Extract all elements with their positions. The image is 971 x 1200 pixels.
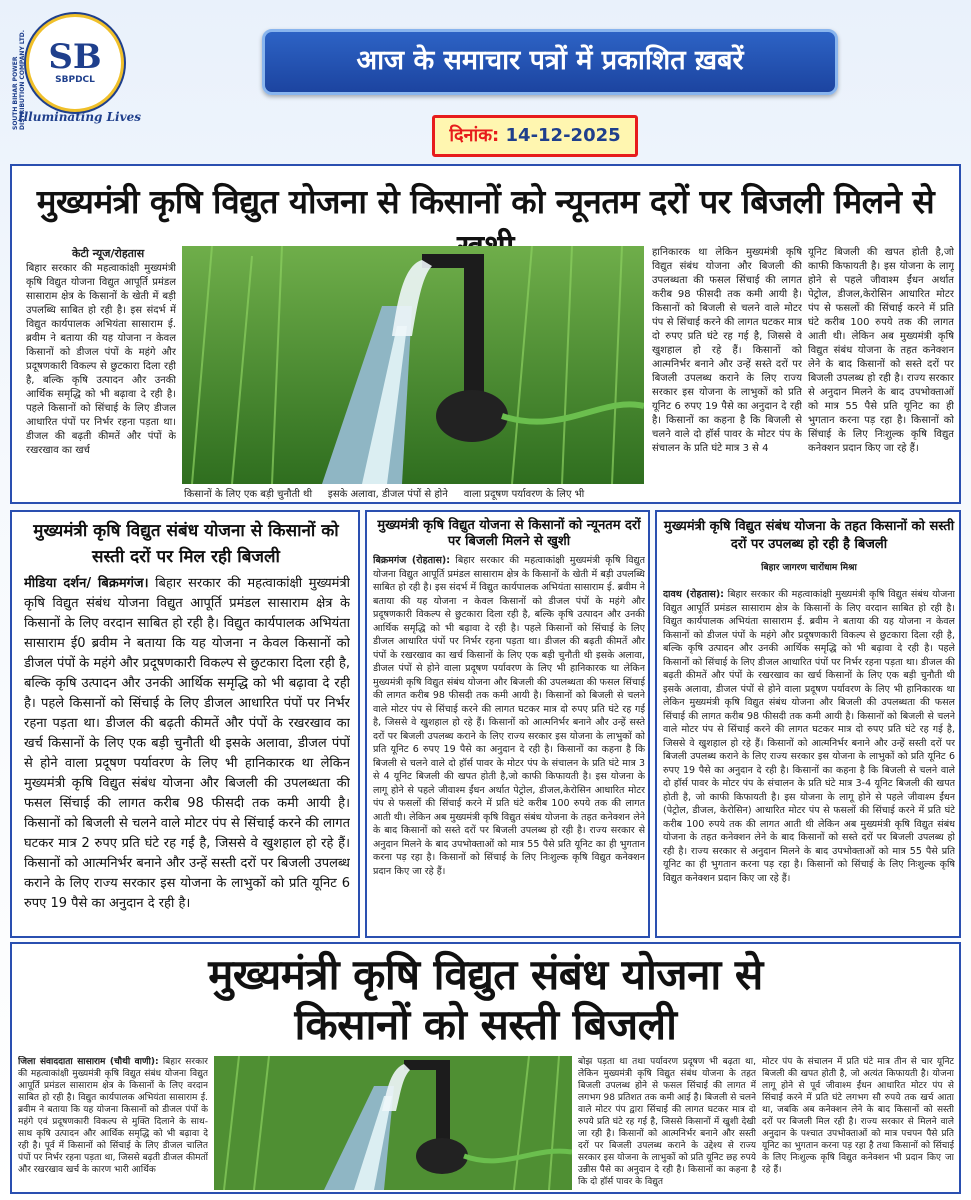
article2-body	[24, 574, 350, 934]
logo-emblem	[26, 14, 124, 112]
date-label: दिनांक:	[449, 125, 500, 146]
company-logo	[8, 6, 141, 136]
article1-byline: केटी न्यूज/रोहतास	[72, 247, 145, 260]
date-badge	[432, 115, 638, 157]
article4-text: बिहार सरकार की महत्वाकांक्षी मुख्यमंत्री कृषि विद्युत संबंध योजना विद्युत आपूर्ति प्रमंडल सासाराम क्षेत्र के किसानों के लिए वरदान साबित हो रही है। विद्युत कार्यपालक अभियंता सासाराम ई. ब्रवीम ने बताया की यह योजना न केवल किसानों को डीजल पंपों के महंगे और प्रदूषणकारी विकल्प से छुटकारा दिला रही है, बल्कि कृषि उत्पादन और उनकी आर्थिक समृद्धि को भी बढ़ावा दे रही है। पहले किसानों को सिंचाई के लिए डीजल आधारित पंपों पर निर्भर रहना पड़ता था। डीजल की बढ़ती कीमतें और पंपों के रखरखाव का खर्च किसानों के लिए एक बड़ी चुनौती थी इसके अलावा, डीजल पंपों से होने वाला प्रदूषण पर्यावरण के लिए भी हानिकारक था लेकिन मुख्यमंत्री कृषि विद्युत संबंध योजना और बिजली की उपलब्धता की फसल सिंचाई की लागत करीब 98 फीसदी तक कमी आयी है। किसानों को बिजली से चलने वाले मोटर पंप से सिंचाई करने की लागत घटकर मात्र दो रुपए प्रति घंटे रह गई है, जिससे वे खुशहाल हो रहे हैं। किसानों को आत्मनिर्भर बनाने और उन्हें सस्ती दरों पर बिजली उपलब्ध कराने के लिए राज्य सरकार इस योजना के लाभुकों को प्रति यूनिट 6 रुपए 19 पैसे का अनुदान दे रही है। किसानों का कहना है कि बिजली से चलने वाले दो हॉर्स पावर के मोटर पंप के संचालन के प्रति घंटे मात्र 3-4 यूनिट बिजली की खपत होती है, जो काफी किफायती है। इस योजना के लागू होने से पहले जीवाश्म ईंधन (पेट्रोल, डीजल, केरोसिन) आधारित मोटर पंप से फसलों की सिंचाई करने में प्रति घंटे करीब 100 रुपये तक की लागत आती थी लेकिन अब मुख्यमंत्री कृषि विद्युत संबंध योजना के तहत कनेक्शन लेने के बाद किसानों को सस्ते दरों पर बिजली उपलब्ध हो रही है। राज्य सरकार से अनुदान मिलने के बाद उपभोक्ताओं को मात्र 55 पैसे प्रति यूनिट का ही भुगतान करना पड़ रहा है। किसानों को सिंचाई के लिए निःशुल्क कृषि विद्युत कनेक्शन प्रदान किए जा रहे हैं।	[663, 589, 955, 884]
news-clipping-5	[10, 942, 961, 1194]
news-clipping-3	[365, 510, 650, 938]
article5-col1-text: बिहार सरकार की महत्वाकांक्षी मुख्यमंत्री कृषि विद्युत संबंध योजना विद्युत आपूर्ति प्रमंडल सासाराम क्षेत्र के किसानों के लिए वरदान साबित हो रही है। विद्युत कार्यपालक अभियंता सासाराम ई. ब्रवीम ने बताया कि यह योजना किसानों को डीजल पंपों के महंगे एवं प्रदूषणकारी विकल्प से मुक्ति दिलाने के साथ-साथ कृषि उत्पादन और आर्थिक समृद्धि को भी बढ़ावा दे रही है। पूर्व में किसानों को सिंचाई के लिए डीजल चालित पंपों पर निर्भर रहना पड़ता था, जिससे बढ़ती डीजल कीमतों और रखरखाव खर्च के कारण भारी आर्थिक	[18, 1057, 208, 1175]
logo-abbrev: SBPDCL	[55, 75, 95, 85]
article5-col3: मोटर पंप के संचालन में प्रति घंटे मात्र तीन से चार यूनिट बिजली की खपत होती है, जो अत्यंत किफायती है। योजना लागू होने से पूर्व जीवाश्म ईंधन आधारित मोटर पंप से सिंचाई करने में प्रति घंटे लगभग सौ रुपये तक खर्च आता था, जबकि अब कनेक्शन लेने के बाद किसानों को सस्ती दरों पर बिजली मिल रही है। राज्य सरकार से मिलने वाले अनुदान के पश्चात उपभोक्ताओं को मात्र पचपन पैसे प्रति यूनिट का भुगतान करना पड़ रहा है तथा किसानों को सिंचाई के लिए निःशुल्क कृषि विद्युत कनेक्शन भी प्रदान किए जा रहे हैं।	[762, 1057, 954, 1175]
article1-caption: किसानों के लिए एक बड़ी चुनौती थी इसके अलावा, डीजल पंपों से होने वाला प्रदूषण पर्यावरण के लिए भी	[184, 489, 585, 500]
news-clipping-4	[655, 510, 961, 938]
news-clipping-1	[10, 164, 961, 504]
article3-headline: मुख्यमंत्री कृषि विद्युत योजना से किसानों को न्यूनतम दरों पर बिजली मिलने से खुशी	[377, 518, 641, 549]
article5-byline: जिला संवाददाता सासाराम (चौथी वाणी):	[18, 1057, 159, 1067]
article1-col1: बिहार सरकार की महत्वाकांक्षी मुख्यमंत्री कृषि विद्युत योजना विद्युत आपूर्ति प्रमंडल सासाराम क्षेत्र के किसानों के खेती में बड़ी उपलब्धि साबित हो रही है। इस संदर्भ में विद्युत कार्यपालक अभियंता सासाराम ई. ब्रवीम ने बताया की यह योजना न केवल किसानों को डीजल पंपों के महंगे और प्रदूषणकारी विकल्प से छुटकारा दिला रही है, बल्कि कृषि उत्पादन और उनकी आर्थिक समृद्धि को भी बढ़ावा दे रही है। पहले किसानों को सिंचाई के लिए डीजल आधारित पंपों पर निर्भर रहना पड़ता था। डीजल की बढ़ती कीमतें और पंपों के रखरखाव का खर्च	[26, 263, 176, 456]
news-clipping-2	[10, 510, 360, 938]
article4-byline: दावथ (रोहतास):	[663, 589, 724, 600]
pump-photo-1	[182, 246, 644, 484]
article1-col3: यूनिट बिजली की खपत होती है,जो काफी किफायती है। इस योजना के लागू होने से पहले जीवाश्म ईंधन अर्थात पेट्रोल, डीजल,केरोसिन आधारित मोटर पंप से फसलों की सिंचाई करने में प्रति घंटे करीब 100 रुपये तक की लागत आती थी। लेकिन अब मुख्यमंत्री कृषि विद्युत संबंध योजना के तहत कनेक्शन लेने के बाद किसानों को सस्ते दरों पर बिजली उपलब्ध हो रही है। राज्य सरकार से अनुदान मिलने के बाद उपभोक्ताओं को मात्र 55 पैसे प्रति यूनिट का ही भुगतान करना पड़ रहा है। किसानों को सिंचाई के लिए निःशुल्क कृषि विद्युत कनेक्शन प्रदान किए जा रहे हैं।	[808, 247, 954, 454]
article5-col1	[18, 1056, 208, 1190]
page-title: आज के समाचार पत्रों में प्रकाशित ख़बरें	[262, 29, 838, 95]
pump-photo-2	[214, 1056, 572, 1190]
tagline: Illuminating Lives	[18, 110, 141, 124]
article4-credit: बिहार जागरण चारोंधाम मिश्रा	[761, 563, 857, 573]
article3-text: बिहार सरकार की महत्वाकांक्षी मुख्यमंत्री कृषि विद्युत योजना विद्युत आपूर्ति प्रमंडल सासाराम क्षेत्र के किसानों के खेती में बड़ी उपलब्धि साबित हो रही है। इस संदर्भ में विद्युत कार्यपालक अभियंता सासाराम ई. ब्रवीम ने बताया की यह योजना न केवल किसानों को डीजल पंपों के महंगे और प्रदूषणकारी विकल्प से छुटकारा दिला रही है, बल्कि कृषि उत्पादन और उनकी आर्थिक समृद्धि को भी बढ़ावा दे रही है। पहले किसानों को सिंचाई के लिए डीजल आधारित पंपों पर निर्भर रहना पड़ता था। डीजल की बढ़ती कीमतें और पंपों के रखरखाव का खर्च किसानों के लिए एक बड़ी चुनौती थी इसके अलावा, डीजल पंपों से होने वाला प्रदूषण पर्यावरण के लिए भी हानिकारक था लेकिन मुख्यमंत्री कृषि विद्युत संबंध योजना और बिजली की उपलब्धता की फसल सिंचाई की लागत करीब 98 फीसदी तक कमी आयी है। किसानों को बिजली से चलने वाले मोटर पंप से सिंचाई करने की लागत घटकर मात्र दो रुपए प्रति घंटे रह गई है, जिससे वे खुशहाल हो रहे हैं। किसानों को आत्मनिर्भर बनाने और उन्हें सस्ते दरों पर बिजली उपलब्ध कराने के लिए राज्य सरकार इस योजना के लाभुकों को प्रति यूनिट 6 रुपए 19 पैसे का अनुदान दे रही है। किसानों का कहना है कि बिजली से चलने वाले दो हॉर्स पावर के मोटर पंप के संचालन के प्रति घंटे मात्र 3 से 4 यूनिट बिजली की खपत होती है,जो काफी किफायती है। इस योजना के लागू होने से पहले जीवाश्म ईंधन अर्थात पेट्रोल, डीजल,केरोसिन आधारित मोटर पंप से फसलों की सिंचाई करने में प्रति घंटे करीब 100 रुपये तक की लागत आती थी। लेकिन अब मुख्यमंत्री कृषि विद्युत संबंध योजना के तहत कनेक्शन लेने के बाद किसानों को सस्ते दरों पर बिजली उपलब्ध हो रही है। राज्य सरकार से अनुदान मिलने के बाद उपभोक्ताओं को मात्र 55 पैसे प्रति यूनिट का ही भुगतान करना पड़ रहा है। किसानों को सिंचाई के लिए निःशुल्क कृषि विद्युत कनेक्शन प्रदान किए जा रहे हैं।	[373, 555, 645, 877]
article1-headline: मुख्यमंत्री कृषि विद्युत योजना से किसानों को न्यूनतम दरों पर बिजली मिलने से	[36, 182, 935, 221]
article1-col2: हानिकारक था लेकिन मुख्यमंत्री कृषि विद्युत संबंध योजना और बिजली की उपलब्धता की फसल सिंचाई की लागत करीब 98 फीसदी तक कमी आयी है। किसानों को बिजली से चलने वाले मोटर पंप से सिंचाई करने की लागत घटकर मात्र दो रुपए प्रति घंटे रह गई है, जिससे वे खुशहाल हो रहे हैं। किसानों को आत्मनिर्भर बनाने और उन्हें सस्ते दरों पर बिजली उपलब्ध कराने के लिए राज्य सरकार इस योजना के लाभुकों को प्रति यूनिट 6 रुपए 19 पैसे का अनुदान दे रही है। किसानों का कहना है कि बिजली से चलने वाले दो हॉर्स पावर के मोटर पंप के संचालन के प्रति घंटे मात्र 3 से 4	[652, 247, 802, 454]
article2-headline: मुख्यमंत्री कृषि विद्युत संबंध योजना से किसानों को सस्ती दरों पर मिल रही बिजली	[33, 521, 339, 567]
article3-body	[373, 554, 645, 934]
logo-company-name: SOUTH BIHAR POWER DISTRIBUTION COMPANY LTD.	[12, 29, 26, 130]
article4-headline: मुख्यमंत्री कृषि विद्युत संबंध योजना के तहत किसानों को सस्ती दरों पर उपलब्ध हो रही है बिजली	[663, 519, 955, 552]
article5-headline-line1: मुख्यमंत्री कृषि विद्युत संबंध योजना से	[208, 950, 763, 999]
article5-col2: बोझ पड़ता था तथा पर्यावरण प्रदूषण भी बढ़ता था, लेकिन मुख्यमंत्री कृषि विद्युत संबंध योजना के तहत बिजली उपलब्ध होने से फसल सिंचाई की लागत में लगभग 98 प्रतिशत तक कमी आई है। बिजली से चलने वाले मोटर पंप द्वारा सिंचाई की लागत घटकर मात्र दो रुपये प्रति घंटे रह गई है, जिससे किसानों में खुशी देखी जा रही है। किसानों को आत्मनिर्भर बनाने और सस्ती दरों पर बिजली उपलब्ध कराने के उद्देश्य से राज्य सरकार इस योजना के लाभुकों को प्रति यूनिट छह रुपये उन्नीस पैसे का अनुदान दे रही है। किसानों का कहना है कि दो हॉर्स पावर के विद्युत	[578, 1057, 756, 1187]
logo-letters: SB	[48, 37, 102, 77]
article5-headline-line2: किसानों को सस्ती बिजली	[294, 1000, 677, 1049]
article2-text: बिहार सरकार की महत्वाकांक्षी मुख्यमंत्री कृषि विद्युत संबंध योजना विद्युत आपूर्ति प्रमंडल सासाराम क्षेत्र के किसानों के लिए वरदान साबित हो रही है। विद्युत कार्यपालक अभियंता सासाराम ई0 ब्रवीम ने बताया कि यह योजना न केवल किसानों को डीजल पंपों के महंगे और प्रदूषणकारी विकल्प से छुटकारा दिला रही है, बल्कि कृषि उत्पादन और उनकी आर्थिक समृद्धि को भी बढ़ावा दे रही है। पहले किसानों को सिंचाई के लिए डीजल आधारित पंपों पर निर्भर रहना पड़ता था। डीजल की बढ़ती कीमतें और पंपों के रखरखाव का खर्च किसानों के लिए एक बड़ी चुनौती थी इसके अलावा, डीजल पंपों से होने वाला प्रदूषण पर्यावरण के लिए भी हानिकारक था लेकिन मुख्यमंत्री कृषि विद्युत संबंध योजना और बिजली की उपलब्धता की फसल सिंचाई की लागत करीब 98 फीसदी तक कमी आयी है। किसानों को बिजली से चलने वाले मोटर पंप से सिंचाई करने की लागत घटकर मात्र 2 रुपए प्रति घंटे रह गई है, जिससे वे खुशहाल हो रहे हैं। किसानों को आत्मनिर्भर बनाने और उन्हें सस्ती दरों पर बिजली उपलब्ध कराने के लिए राज्य सरकार इस योजना के लाभुकों को प्रति यूनिट 6 रुपए 19 पैसे का अनुदान दे रही है।	[24, 576, 350, 911]
date-value: 14-12-2025	[505, 125, 621, 146]
article2-byline: मीडिया दर्शन/ बिक्रमगंज।	[24, 576, 149, 591]
article3-byline: बिक्रमगंज (रोहतास):	[373, 555, 451, 566]
article4-body	[663, 588, 955, 934]
